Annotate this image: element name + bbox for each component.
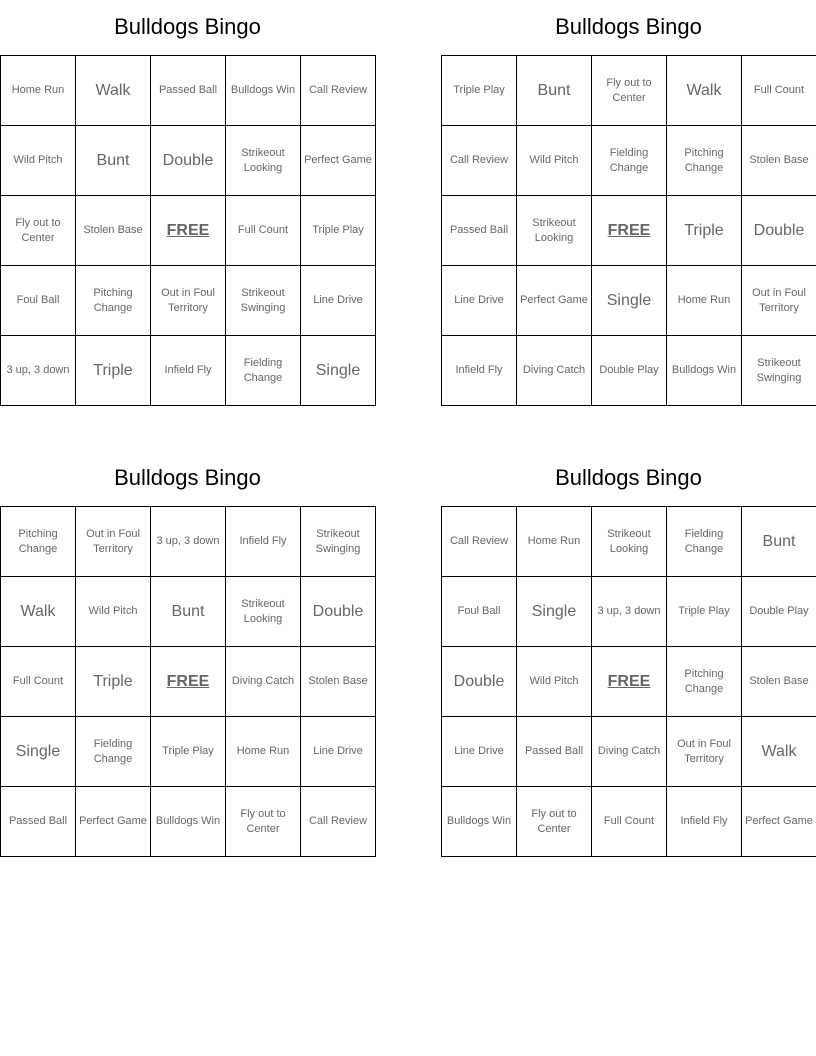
bingo-cell: Pitching Change (76, 266, 151, 336)
bingo-cell: Single (301, 336, 376, 406)
bingo-row (1, 336, 376, 406)
bingo-cell: Infield Fly (667, 787, 742, 857)
bingo-cell: Foul Ball (442, 577, 517, 647)
bingo-cell: Perfect Game (742, 787, 816, 857)
bingo-cell: Stolen Base (742, 647, 816, 717)
bingo-cell: 3 up, 3 down (592, 577, 667, 647)
bingo-cell: Call Review (301, 56, 376, 126)
bingo-cell: Bulldogs Win (667, 336, 742, 406)
bingo-cell: Infield Fly (442, 336, 517, 406)
bingo-cell: Triple (76, 647, 151, 717)
bingo-row (442, 717, 816, 787)
bingo-row (1, 717, 376, 787)
bingo-cell: Fielding Change (667, 507, 742, 577)
bingo-cell: Full Count (226, 196, 301, 266)
bingo-cell: Fielding Change (76, 717, 151, 787)
bingo-cell: Single (1, 717, 76, 787)
bingo-cell: Bulldogs Win (151, 787, 226, 857)
bingo-row (442, 647, 816, 717)
bingo-cell: Out in Foul Territory (742, 266, 816, 336)
bingo-cell: Double (742, 196, 816, 266)
card-title: Bulldogs Bingo (114, 465, 261, 490)
bingo-cell: Wild Pitch (517, 647, 592, 717)
bingo-cell: Foul Ball (1, 266, 76, 336)
bingo-cell: Full Count (742, 56, 816, 126)
bingo-grid (0, 55, 376, 406)
bingo-cell: Strikeout Looking (592, 507, 667, 577)
bingo-cell: Fielding Change (226, 336, 301, 406)
bingo-row (442, 196, 816, 266)
bingo-cell: Double (151, 126, 226, 196)
bingo-cell: Wild Pitch (76, 577, 151, 647)
bingo-cell: Strikeout Looking (226, 577, 301, 647)
bingo-cell: 3 up, 3 down (1, 336, 76, 406)
bingo-cell: Strikeout Swinging (301, 507, 376, 577)
bingo-cell: Triple Play (442, 56, 517, 126)
bingo-cell: Line Drive (442, 266, 517, 336)
bingo-row (1, 56, 376, 126)
bingo-cell: Full Count (1, 647, 76, 717)
bingo-cell: Double (442, 647, 517, 717)
bingo-cell: Line Drive (301, 266, 376, 336)
bingo-cell: Single (517, 577, 592, 647)
bingo-cell: Call Review (301, 787, 376, 857)
bingo-row (1, 577, 376, 647)
bingo-cell: Bunt (517, 56, 592, 126)
bingo-cell: Strikeout Swinging (226, 266, 301, 336)
bingo-cell: Triple (667, 196, 742, 266)
bingo-cell: Pitching Change (667, 126, 742, 196)
bingo-row (442, 787, 816, 857)
bingo-cell: Triple Play (667, 577, 742, 647)
bingo-cell: Bunt (151, 577, 226, 647)
bingo-row (1, 647, 376, 717)
bingo-row (442, 507, 816, 577)
bingo-cell: Call Review (442, 126, 517, 196)
bingo-grid (441, 506, 816, 857)
bingo-cell: Home Run (226, 717, 301, 787)
bingo-cell: Bunt (76, 126, 151, 196)
bingo-row (442, 126, 816, 196)
free-space: FREE (592, 647, 667, 717)
bingo-cell: Fly out to Center (1, 196, 76, 266)
bingo-row (1, 126, 376, 196)
bingo-cell: Passed Ball (151, 56, 226, 126)
bingo-cell: Passed Ball (1, 787, 76, 857)
free-space: FREE (151, 647, 226, 717)
free-space: FREE (592, 196, 667, 266)
bingo-cell: Diving Catch (517, 336, 592, 406)
card-title: Bulldogs Bingo (555, 465, 702, 490)
bingo-cell: Out in Foul Territory (151, 266, 226, 336)
bingo-cell: Infield Fly (151, 336, 226, 406)
bingo-cell: Stolen Base (76, 196, 151, 266)
bingo-cell: Passed Ball (442, 196, 517, 266)
bingo-cell: Single (592, 266, 667, 336)
bingo-cell: Double (301, 577, 376, 647)
bingo-cell: Wild Pitch (517, 126, 592, 196)
bingo-cell: Stolen Base (301, 647, 376, 717)
bingo-cell: Walk (76, 56, 151, 126)
bingo-row (442, 577, 816, 647)
bingo-grid (441, 55, 816, 406)
bingo-row (1, 507, 376, 577)
bingo-cell: Triple Play (301, 196, 376, 266)
bingo-cell: Line Drive (301, 717, 376, 787)
bingo-cell: Passed Ball (517, 717, 592, 787)
bingo-row (1, 787, 376, 857)
bingo-cell: Fielding Change (592, 126, 667, 196)
bingo-cell: 3 up, 3 down (151, 507, 226, 577)
bingo-cell: Triple Play (151, 717, 226, 787)
bingo-cell: Double Play (742, 577, 816, 647)
bingo-cell: Wild Pitch (1, 126, 76, 196)
bingo-cell: Home Run (667, 266, 742, 336)
bingo-cell: Perfect Game (517, 266, 592, 336)
bingo-cell: Out in Foul Territory (667, 717, 742, 787)
bingo-cell: Strikeout Looking (226, 126, 301, 196)
bingo-cell: Bunt (742, 507, 816, 577)
bingo-cell: Fly out to Center (517, 787, 592, 857)
bingo-cell: Perfect Game (76, 787, 151, 857)
bingo-cell: Fly out to Center (226, 787, 301, 857)
card-title: Bulldogs Bingo (555, 14, 702, 39)
card-title: Bulldogs Bingo (114, 14, 261, 39)
bingo-cell: Diving Catch (592, 717, 667, 787)
bingo-cell: Full Count (592, 787, 667, 857)
bingo-cell: Walk (742, 717, 816, 787)
bingo-cell: Walk (1, 577, 76, 647)
bingo-row (442, 56, 816, 126)
bingo-cell: Diving Catch (226, 647, 301, 717)
bingo-cell: Bulldogs Win (226, 56, 301, 126)
bingo-grid (0, 506, 376, 857)
bingo-cell: Line Drive (442, 717, 517, 787)
bingo-cell: Home Run (517, 507, 592, 577)
bingo-cell: Stolen Base (742, 126, 816, 196)
bingo-cell: Double Play (592, 336, 667, 406)
bingo-row (442, 266, 816, 336)
bingo-cell: Pitching Change (667, 647, 742, 717)
bingo-cell: Walk (667, 56, 742, 126)
bingo-cell: Out in Foul Territory (76, 507, 151, 577)
bingo-row (442, 336, 816, 406)
bingo-row (1, 196, 376, 266)
bingo-cell: Infield Fly (226, 507, 301, 577)
bingo-cell: Strikeout Looking (517, 196, 592, 266)
bingo-cell: Strikeout Swinging (742, 336, 816, 406)
bingo-cell: Pitching Change (1, 507, 76, 577)
bingo-cell: Bulldogs Win (442, 787, 517, 857)
bingo-cell: Perfect Game (301, 126, 376, 196)
bingo-cell: Fly out to Center (592, 56, 667, 126)
bingo-cell: Triple (76, 336, 151, 406)
bingo-cell: Call Review (442, 507, 517, 577)
free-space: FREE (151, 196, 226, 266)
bingo-row (1, 266, 376, 336)
bingo-cell: Home Run (1, 56, 76, 126)
